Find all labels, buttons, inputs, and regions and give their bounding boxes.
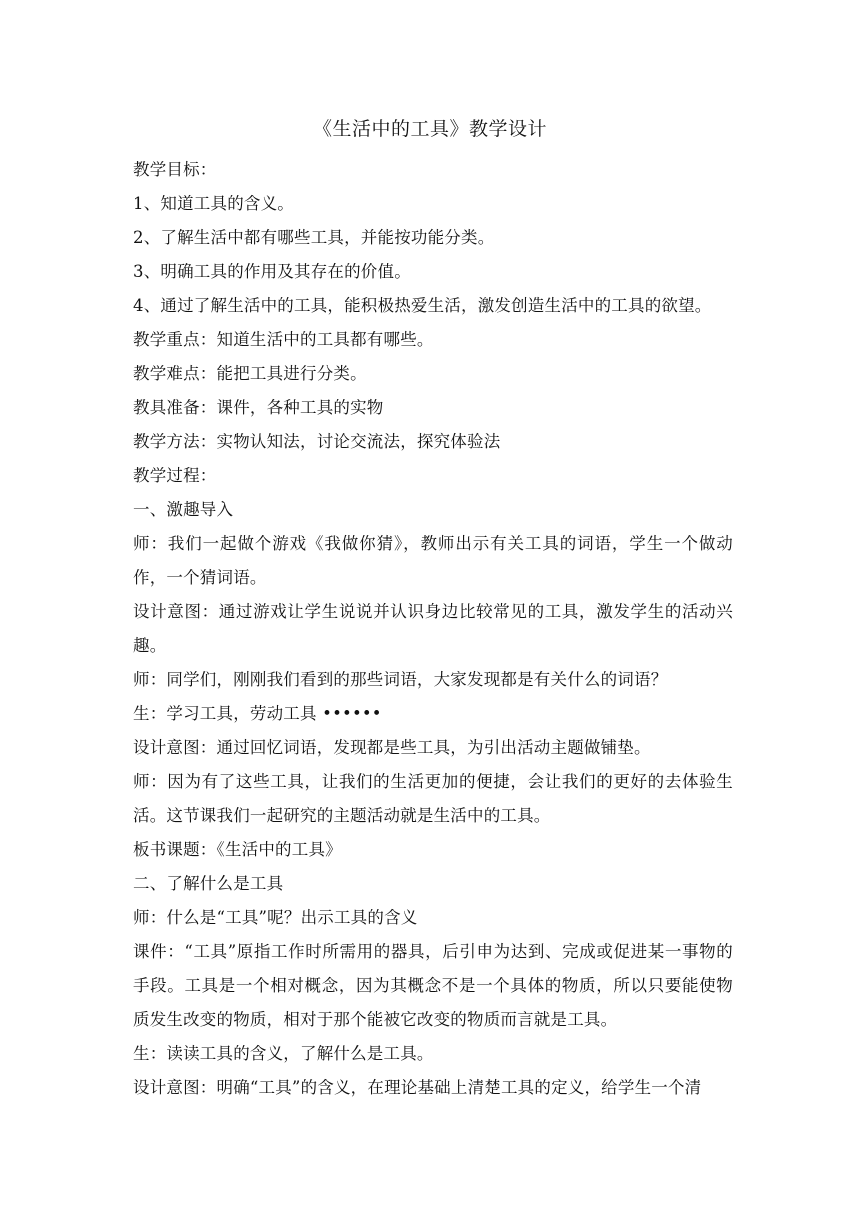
- paragraph: 设计意图：明确“工具”的含义，在理论基础上清楚工具的定义，给学生一个清: [133, 1078, 702, 1097]
- objective-item: 2、了解生活中都有哪些工具，并能按功能分类。: [133, 228, 495, 247]
- paragraph: 设计意图：通过游戏让学生说说并认识身边比较常见的工具，激发学生的活动兴趣。: [133, 602, 733, 655]
- paragraph: 师：什么是“工具”呢？出示工具的含义: [133, 908, 418, 927]
- teaching-difficulty: 教学难点：能把工具进行分类。: [133, 364, 367, 383]
- paragraph: 师：同学们，刚刚我们看到的那些词语，大家发现都是有关什么的词语？: [133, 670, 668, 689]
- paragraph: 生：学习工具，劳动工具 ••••••: [133, 704, 382, 723]
- subsection-heading: 一、激趣导入: [133, 500, 234, 519]
- teaching-focus: 教学重点：知道生活中的工具都有哪些。: [133, 330, 434, 349]
- section-heading-objectives: 教学目标：: [133, 160, 217, 179]
- paragraph: 生：读读工具的含义，了解什么是工具。: [133, 1044, 434, 1063]
- paragraph: 板书课题：《生活中的工具》: [133, 840, 342, 859]
- paragraph: 设计意图：通过回忆词语，发现都是些工具，为引出活动主题做铺垫。: [133, 738, 651, 757]
- document-body: [133, 153, 733, 1105]
- paragraph: 课件：“工具”原指工作时所需用的器具，后引申为达到、完成或促进某一事物的手段。工具是一个相对概念，因为其概念不是一个具体的物质，所以只要能使物质发生改变的物质，相对于那个能被它改变的物质而言就是工具。: [133, 942, 733, 1029]
- objective-item: 1、知道工具的含义。: [133, 194, 294, 213]
- objective-item: 3、明确工具的作用及其存在的价值。: [133, 262, 411, 281]
- document-title: 《生活中的工具》教学设计: [312, 118, 547, 140]
- paragraph: 师：因为有了这些工具，让我们的生活更加的便捷，会让我们的更好的去体验生活。这节课我们一起研究的主题活动就是生活中的工具。: [133, 772, 733, 825]
- section-heading-process: 教学过程：: [133, 466, 217, 485]
- teaching-materials: 教具准备：课件，各种工具的实物: [133, 398, 384, 417]
- subsection-heading: 二、了解什么是工具: [133, 874, 284, 893]
- teaching-methods: 教学方法：实物认知法，讨论交流法，探究体验法: [133, 432, 501, 451]
- paragraph: 师：我们一起做个游戏《我做你猜》，教师出示有关工具的词语，学生一个做动作，一个猜词语。: [133, 534, 733, 587]
- objective-item: 4、通过了解生活中的工具，能积极热爱生活，激发创造生活中的工具的欲望。: [133, 296, 712, 315]
